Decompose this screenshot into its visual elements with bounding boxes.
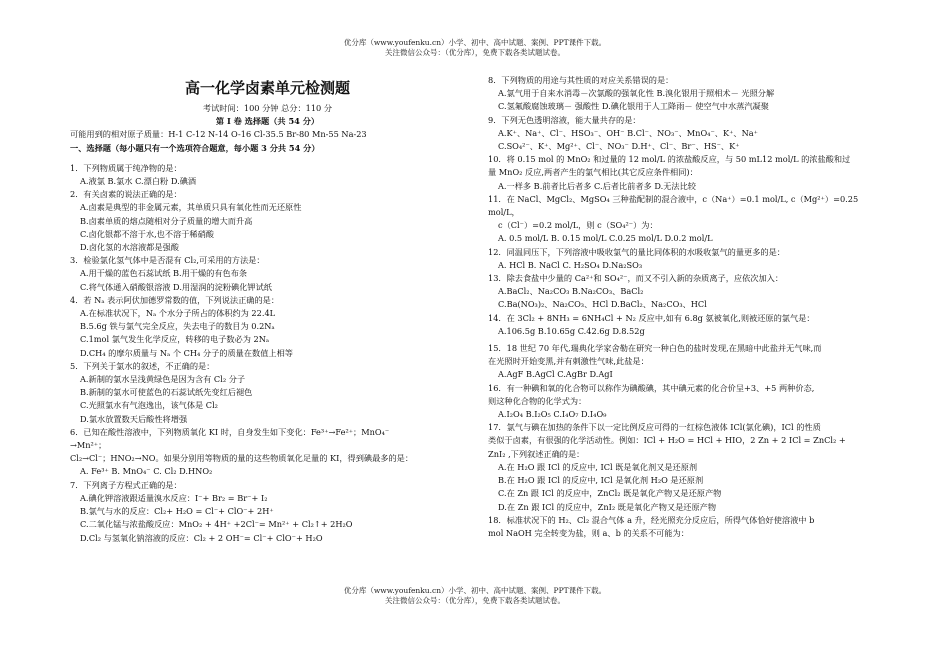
answer-options: A.I₂O₄ B.I₂O₅ C.I₄O₇ D.I₄O₉ — [498, 409, 607, 420]
answer-option: B.在 H₂O 跟 ICl 的反应中, ICl 是氧化剂 H₂O 是还原剂 — [498, 475, 704, 486]
answer-option: D.氯水放置数天后酸性将增强 — [80, 413, 188, 424]
answer-option: C.1mol 氯气发生化学反应，转移的电子数必为 2Nₐ — [80, 334, 270, 345]
answer-option: C.二氧化锰与浓盐酸反应：MnO₂ + 4H⁺ +2Cl⁻= Mn²⁺ + Cl₂↑+ 2H₂O — [80, 519, 353, 530]
answer-option: C.在 Zn 跟 ICl 的反应中，ZnCl₂ 既是氧化产物又是还原产物 — [498, 488, 722, 499]
answer-option: B.氯气与水的反应：Cl₂+ H₂O = Cl⁻+ ClO⁻+ 2H⁺ — [80, 506, 274, 517]
answer-option: C.光照氯水有气泡逸出，该气体是 Cl₂ — [80, 400, 218, 411]
question-text: 7．下列离子方程式正确的是： — [70, 479, 182, 490]
question-text: 4．若 Nₐ 表示阿伏加德罗常数的值，下列说法正确的是： — [70, 294, 280, 305]
footer-line-2: 关注微信公众号：（优分库），免费下载各类试题试卷。 — [385, 596, 565, 605]
answer-option: A.新制的氯水呈浅黄绿色是因为含有 Cl₂ 分子 — [80, 374, 246, 385]
right-column — [488, 74, 888, 540]
answer-options: C.SO₄²⁻、K⁺、Mg²⁺、Cl⁻、NO₃⁻ D.H⁺、Cl⁻、Br⁻、HS⁻、K⁺ — [498, 141, 740, 152]
question-text: 9．下列无色透明溶液，能大量共存的是： — [488, 114, 641, 125]
answer-option: B.5.6g 铁与氯气完全反应，失去电子的数目为 0.2Nₐ — [80, 321, 275, 332]
answer-option: A.在 H₂O 跟 ICl 的反应中, ICl 既是氧化剂又是还原剂 — [498, 461, 698, 472]
question-text: 6．已知在酸性溶液中，下列物质氧化 KI 时，自身发生如下变化：Fe³⁺→Fe²⁺；MnO₄⁻ — [70, 426, 390, 437]
answer-option: A.在标准状况下，Nₐ 个水分子所占的体积约为 22.4L — [80, 308, 276, 319]
page-footer — [0, 586, 950, 606]
header-line-2: 关注微信公众号：（优分库），免费下载各类试题试卷。 — [385, 48, 565, 57]
question-text: 14．在 3Cl₂ + 8NH₃ = 6NH₄Cl + N₂ 反应中,如有 6.8g 氨被氧化,则被还原的氯气是： — [488, 312, 815, 323]
answer-option: C.卤化银都不溶于水,也不溶于稀硝酸 — [80, 228, 214, 239]
answer-options: A.液氯 B.氯水 C.漂白粉 D.碘酒 — [80, 176, 197, 187]
header-line-1: 优分库（www.youfenku.cn）小学、初中、高中试题、案例、PPT课件下载。 — [343, 38, 607, 47]
question-text: 11．在 NaCl、MgCl₂、MgSO₄ 三种盐配制的混合液中，c（Na⁺）=0.1 mol/L, c（Mg²⁺）=0.25 — [488, 193, 859, 204]
question-text: 17．氯气与碘在加热的条件下以一定比例反应可得的一红棕色液体 ICl(氯化碘)，ICl 的性质 — [488, 422, 821, 433]
question-text: 则这种化合物的化学式为： — [488, 395, 587, 406]
answer-option: D.在 Zn 跟 ICl 的反应中，ZnI₂ 既是氧化产物又是还原产物 — [498, 501, 717, 512]
question-text: mol/L， — [488, 207, 520, 218]
answer-options: A. 0.5 mol/L B. 0.15 mol/L C.0.25 mol/L D.0.2 mol/L — [498, 233, 713, 244]
question-text: 13．除去食盐中少量的 Ca²⁺和 SO₄²⁻，而又不引入新的杂质离子，应依次加入： — [488, 273, 784, 284]
question-text: 量 MnO₂ 反应,两者产生的氯气相比(其它反应条件相同)： — [488, 167, 698, 178]
answer-options: A.氯气用于自来水消毒－次氯酸的强氧化性 B.溴化银用于照相术－ 光照分解 — [498, 88, 775, 99]
question-text: c（Cl⁻）=0.2 mol/L，则 c（SO₄²⁻）为： — [498, 220, 658, 231]
answer-option: D.卤化氢的水溶液都是强酸 — [80, 242, 179, 253]
answer-options: A.用干燥的蓝色石蕊试纸 B.用干燥的有色布条 — [80, 268, 248, 279]
question-text: 12．同温同压下，下列溶液中吸收氯气的量比同体积的水吸收氯气的量更多的是： — [488, 246, 785, 257]
part-one-heading: 一、选择题（每小题只有一个选项符合题意，每小题 3 分共 54 分） — [70, 142, 320, 153]
question-text: 16．有一种碘和氧的化合物可以称作为碘酸碘，其中碘元素的化合价呈+3、+5 两种价态, — [488, 382, 815, 393]
footer-line-1: 优分库（www.youfenku.cn）小学、初中、高中试题、案例、PPT课件下载。 — [343, 586, 607, 595]
answer-options: C.氢氟酸腐蚀玻璃－ 强酸性 D.碘化银用于人工降雨－ 使空气中水蒸汽凝聚 — [498, 101, 769, 112]
question-text: mol NaOH 完全转变为盐，则 a、b 的关系不可能为： — [488, 527, 689, 538]
section-heading: 第 I 卷 选择题（共 54 分） — [215, 116, 320, 127]
question-text: 8．下列物质的用途与其性质的对应关系错误的是： — [488, 75, 674, 85]
left-column — [70, 79, 465, 545]
atomic-masses: 可能用到的相对原子质量：H-1 C-12 N-14 O-16 Cl-35.5 Br-80 Mn-55 Na-23 — [70, 129, 367, 140]
answer-options: A.106.5g B.10.65g C.42.6g D.8.52g — [498, 325, 645, 336]
question-text: 在光照时开始变黑,并有刺激性气味,此盐是： — [488, 356, 649, 367]
answer-option: B.卤素单质的熔点随相对分子质量的增大而升高 — [80, 215, 253, 226]
page-title: 高一化学卤素单元检测题 — [184, 79, 350, 97]
answer-options: C.将气体通入硝酸银溶液 D.用湿润的淀粉碘化钾试纸 — [80, 281, 272, 292]
answer-options: A.BaCl₂、Na₂CO₃ B.Na₂CO₃、BaCl₂ — [498, 286, 644, 297]
question-text: 10．将 0.15 mol 的 MnO₂ 和过量的 12 mol/L 的浓盐酸反应，与 50 mL12 mol/L 的浓盐酸和过 — [488, 154, 851, 165]
question-text: ZnI₂ ,下列叙述正确的是： — [488, 448, 585, 459]
question-text: 15．18 世纪 70 年代,瑞典化学家舍勒在研究一种白色的盐时发现,在黑暗中此盐并无气味,而 — [488, 343, 822, 354]
answer-options: A.一样多 B.前者比后者多 C.后者比前者多 D.无法比较 — [498, 180, 696, 191]
answer-options: A.AgF B.AgCl C.AgBr D.AgI — [498, 369, 613, 380]
question-text: 5．下列关于氯水的叙述，不正确的是： — [70, 360, 215, 371]
answer-option: D.CH₄ 的摩尔质量与 Nₐ 个 CH₄ 分子的质量在数值上相等 — [80, 347, 293, 358]
question-text: 2．有关卤素的说法正确的是： — [70, 189, 182, 200]
answer-option: B.新制的氯水可使蓝色的石蕊试纸先变红后褪色 — [80, 387, 253, 398]
question-text: →Mn²⁺； — [70, 440, 107, 451]
answer-option: A.卤素是典型的非金属元素，其单质只具有氧化性而无还原性 — [80, 202, 302, 213]
question-text: 类似于卤素，有很强的化学活动性。例如：ICl + H₂O = HCl + HIO，2 Zn + 2 ICl = ZnCl₂ + — [488, 435, 846, 446]
question-text: Cl₂→Cl⁻；HNO₂→NO。如果分别用等物质的量的这些物质氧化足量的 KI，得到碘最多的是： — [70, 453, 414, 464]
answer-options: C.Ba(NO₃)₂、Na₂CO₃、HCl D.BaCl₂、Na₂CO₃、HCl — [498, 299, 707, 310]
answer-options: A.K⁺、Na⁺、Cl⁻、HSO₃⁻、OH⁻ B.Cl⁻、NO₃⁻、MnO₄⁻、K⁺、Na⁺ — [498, 127, 758, 138]
answer-option: D.Cl₂ 与氢氧化钠溶液的反应：Cl₂ + 2 OH⁻= Cl⁻+ ClO⁻+ H₂O — [80, 532, 323, 543]
answer-options: A. HCl B. NaCl C. H₂SO₄ D.Na₂SO₃ — [498, 259, 643, 270]
exam-info: 考试时间：100 分钟 总分：110 分 — [202, 103, 333, 113]
answer-option: A.碘化钾溶液跟适量溴水反应：I⁻+ Br₂ = Br⁻+ I₂ — [80, 492, 268, 503]
answer-options: A. Fe³⁺ B. MnO₄⁻ C. Cl₂ D.HNO₂ — [80, 466, 213, 477]
question-text: 1．下列物质属于纯净物的是： — [70, 162, 182, 173]
question-text: 18．标准状况下的 H₂、Cl₂ 混合气体 a 升，经光照充分反应后，所得气体恰好使溶液中 b — [488, 514, 815, 525]
page-header — [0, 38, 950, 58]
question-text: 3．检验氯化氢气体中是否混有 Cl₂,可采用的方法是： — [70, 255, 265, 266]
